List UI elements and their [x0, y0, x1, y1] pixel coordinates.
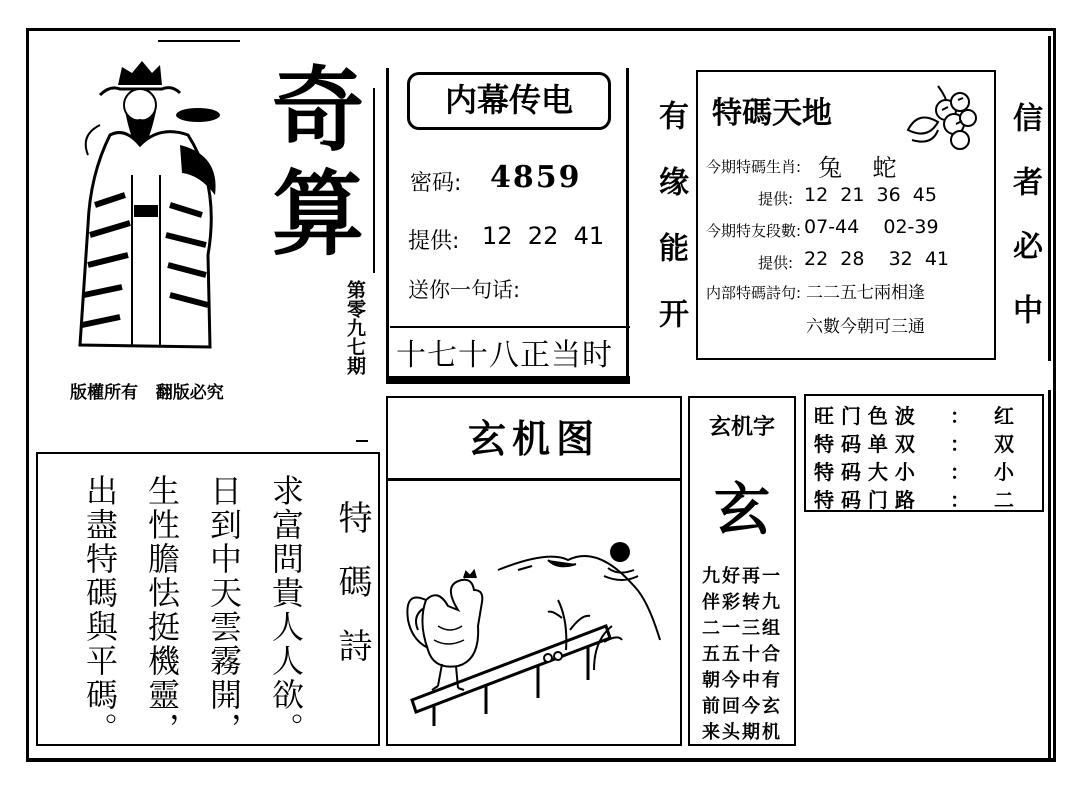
stats-label: 特 码 大 小 — [814, 460, 915, 484]
grapes-icon — [898, 80, 980, 160]
segment-label: 今期特友段數: — [706, 222, 802, 240]
provide-label: 提供: — [408, 229, 460, 254]
divider — [356, 440, 368, 442]
zodiac-value: 兔 蛇 — [818, 154, 897, 182]
mystery-word-row: 九好再一 — [702, 566, 782, 587]
stats-colon: ： — [950, 460, 970, 484]
poem-column: 生性膽怯挺機靈， — [143, 474, 181, 746]
poem-column: 出盡特碼與平碼。 — [81, 474, 119, 746]
stats-label: 旺 门 色 波 — [814, 404, 915, 428]
phrase-text: 十七十八正当时 — [396, 338, 613, 373]
stats-colon: ： — [950, 404, 970, 428]
divider — [1048, 36, 1051, 361]
side-slogan-right: 信者必中 — [1007, 102, 1042, 358]
provide1-label: 提供: — [758, 190, 794, 208]
mystery-word-row: 朝今中有 — [702, 670, 782, 691]
mystery-word-row: 二一三组 — [702, 618, 782, 639]
stats-value: 红 — [994, 404, 1014, 428]
mystery-word-row: 五五十合 — [702, 644, 782, 665]
stats-colon: ： — [950, 488, 970, 512]
mystery-word-char: 玄 — [714, 477, 770, 543]
deity-illustration — [70, 55, 245, 365]
poem-column: 日到中天雲霧開， — [205, 474, 243, 746]
poem-line-1: 二二五七兩相逢 — [806, 283, 925, 303]
zodiac-label: 今期特碼生肖: — [706, 158, 802, 176]
provide2-numbers: 22 28 32 41 — [804, 248, 950, 270]
page-title-char-1: 奇 — [272, 56, 365, 164]
mystery-word-row: 来头期机 — [702, 722, 782, 743]
rooster-illustration — [398, 530, 674, 730]
mystery-picture-title: 玄机图 — [467, 417, 600, 461]
divider — [158, 40, 240, 42]
insider-header: 内幕传电 — [444, 81, 573, 119]
password-value: 4859 — [490, 160, 582, 195]
stats-value: 双 — [994, 432, 1014, 456]
divider — [388, 478, 680, 481]
provide-numbers: 12 22 41 — [482, 222, 605, 250]
phrase-label: 送你一句话: — [408, 278, 521, 302]
divider — [386, 68, 389, 380]
copyright-notice: 版權所有 翻版必究 — [70, 383, 224, 403]
stats-colon: ： — [950, 432, 970, 456]
stats-label: 特 码 单 双 — [814, 432, 915, 456]
mystery-word-row: 伴彩转九 — [702, 592, 782, 613]
poem-title: 特碼詩 — [332, 500, 372, 692]
divider — [373, 88, 375, 273]
segment-value: 07-44 02-39 — [804, 216, 939, 238]
provide1-numbers: 12 21 36 45 — [804, 184, 937, 206]
issue-number: 第零九七期 — [344, 280, 366, 375]
stats-label: 特 码 门 路 — [814, 488, 915, 512]
poem-line-2: 六數今朝可三通 — [806, 317, 925, 337]
divider — [626, 68, 629, 384]
divider — [26, 758, 1056, 762]
special-header: 特碼天地 — [712, 96, 832, 131]
page-title-char-2: 算 — [272, 160, 365, 268]
stats-value: 二 — [994, 488, 1014, 512]
mystery-word-header: 玄机字 — [708, 415, 775, 440]
password-label: 密码: — [410, 171, 462, 196]
divider — [390, 326, 630, 328]
side-slogan-left: 有缘能开 — [653, 100, 688, 364]
poem-column: 求富問貴人人欲。 — [267, 474, 305, 746]
provide2-label: 提供: — [758, 254, 794, 272]
poem-label: 内部特碼詩句: — [706, 284, 802, 302]
mystery-word-row: 前回今玄 — [702, 696, 782, 717]
stats-value: 小 — [994, 460, 1014, 484]
divider — [386, 376, 630, 384]
divider — [1048, 390, 1051, 762]
